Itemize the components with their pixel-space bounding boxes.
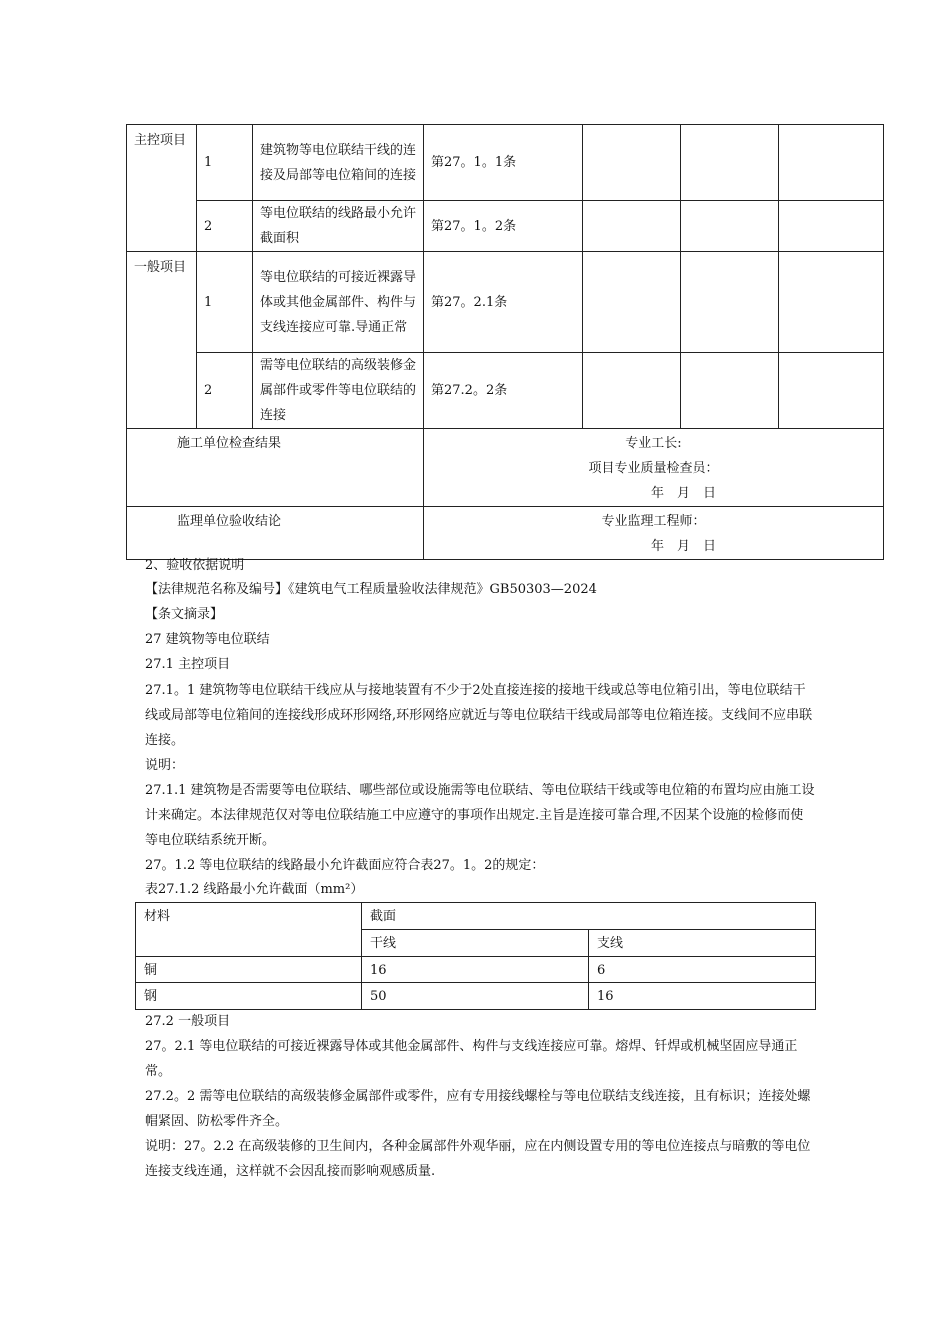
material-cell: 铜 — [136, 957, 362, 983]
foreman-label: 专业工长: — [625, 436, 682, 451]
date-label: 年 月 日 — [650, 486, 716, 501]
section-title: 2、验收依据说明 — [145, 558, 245, 573]
row-item: 等电位联结的可接近裸露导体或其他金属部件、构件与支线连接应可靠.导通正常 — [253, 252, 424, 353]
empty-cell — [583, 353, 681, 429]
row-clause: 第27。1。2条 — [424, 201, 583, 252]
branch-value: 16 — [589, 983, 816, 1010]
note-2722: 说明：27。2.2 在高级装修的卫生间内，各种金属部件外观华丽，应在内侧设置专用的等电位连接点与暗敷的等电位连接支线连通，这样就不会因乱接而影响观感质量. — [145, 1139, 811, 1179]
clause-2722: 27.2。2 需等电位联结的高级装修金属部件或零件，应有专用接线螺栓与等电位联结支线连接，且有标识；连接处螺帽紧固、防松零件齐全。 — [145, 1089, 811, 1129]
supervision-label: 监理单位验收结论 — [127, 507, 424, 560]
note-2711: 27.1.1 建筑物是否需要等电位联结、哪些部位或设施需等电位联结、等电位联结干线或等电位箱的布置均应由施工设计来确定。本法律规范仅对等电位联结施工中应遵守的事项作出规定.主旨是连接可靠合理,不因某个设施的检修而使等电位联结系统开断。 — [145, 783, 815, 848]
row-item: 等电位联结的线路最小允许截面积 — [253, 201, 424, 252]
law-name: 【法律规范名称及编号】《建筑电气工程质量验收法律规范》GB50303—2024 — [145, 582, 597, 597]
main-value: 50 — [362, 983, 589, 1010]
inspection-table — [126, 124, 884, 560]
empty-cell — [779, 353, 884, 429]
empty-cell — [779, 125, 884, 201]
chapter-heading: 27 建筑物等电位联结 — [145, 632, 270, 647]
empty-cell — [681, 252, 779, 353]
empty-cell — [681, 353, 779, 429]
row-no: 2 — [197, 201, 253, 252]
excerpt-label: 【条文摘录】 — [145, 607, 224, 622]
construction-signature-cell — [424, 429, 884, 507]
clause-2721: 27。2.1 等电位联结的可接近裸露导体或其他金属部件、构件与支线连接应可靠。熔焊、钎焊或机械坚固应导通正常。 — [145, 1039, 798, 1079]
empty-cell — [583, 201, 681, 252]
group-main-cell: 主控项目 — [127, 125, 197, 252]
header-material: 材料 — [136, 903, 362, 957]
row-no: 1 — [197, 125, 253, 201]
subsection-heading: 27.1 主控项目 — [145, 657, 231, 672]
empty-cell — [779, 252, 884, 353]
row-no: 1 — [197, 252, 253, 353]
inspector-label: 项目专业质量检查员： — [588, 461, 719, 476]
section-table — [135, 902, 816, 1010]
date-label: 年 月 日 — [650, 539, 716, 554]
header-branch-line: 支线 — [589, 930, 816, 957]
empty-cell — [583, 252, 681, 353]
empty-cell — [681, 201, 779, 252]
subsection-heading: 27.2 一般项目 — [145, 1014, 231, 1029]
empty-cell — [681, 125, 779, 201]
row-clause: 第27。1。1条 — [424, 125, 583, 201]
empty-cell — [583, 125, 681, 201]
clause-2712: 27。1.2 等电位联结的线路最小允许截面应符合表27。1。2的规定： — [145, 858, 545, 873]
group-general-cell: 一般项目 — [127, 252, 197, 429]
supervision-signature-cell — [424, 507, 884, 560]
main-value: 16 — [362, 957, 589, 983]
row-item: 需等电位联结的高级装修金属部件或零件等电位联结的连接 — [253, 353, 424, 429]
construction-result-label: 施工单位检查结果 — [127, 429, 424, 507]
header-section: 截面 — [362, 903, 816, 930]
clause-2711: 27.1。1 建筑物等电位联结干线应从与接地装置有不少于2处直接连接的接地干线或总等电位箱引出，等电位联结干线或局部等电位箱间的连接线形成环形网络,环形网络应就近与等电位联结干线或局部等电位箱连接。支线间不应串联连接。 — [145, 683, 813, 748]
engineer-label: 专业监理工程师： — [601, 514, 706, 529]
row-item: 建筑物等电位联结干线的连接及局部等电位箱间的连接 — [253, 125, 424, 201]
row-no: 2 — [197, 353, 253, 429]
table-caption: 表27.1.2 线路最小允许截面（mm²） — [145, 882, 364, 897]
row-clause: 第27。2.1条 — [424, 252, 583, 353]
row-clause: 第27.2。2条 — [424, 353, 583, 429]
branch-value: 6 — [589, 957, 816, 983]
empty-cell — [779, 201, 884, 252]
material-cell: 钢 — [136, 983, 362, 1010]
note-label: 说明： — [145, 758, 185, 773]
header-main-line: 干线 — [362, 930, 589, 957]
